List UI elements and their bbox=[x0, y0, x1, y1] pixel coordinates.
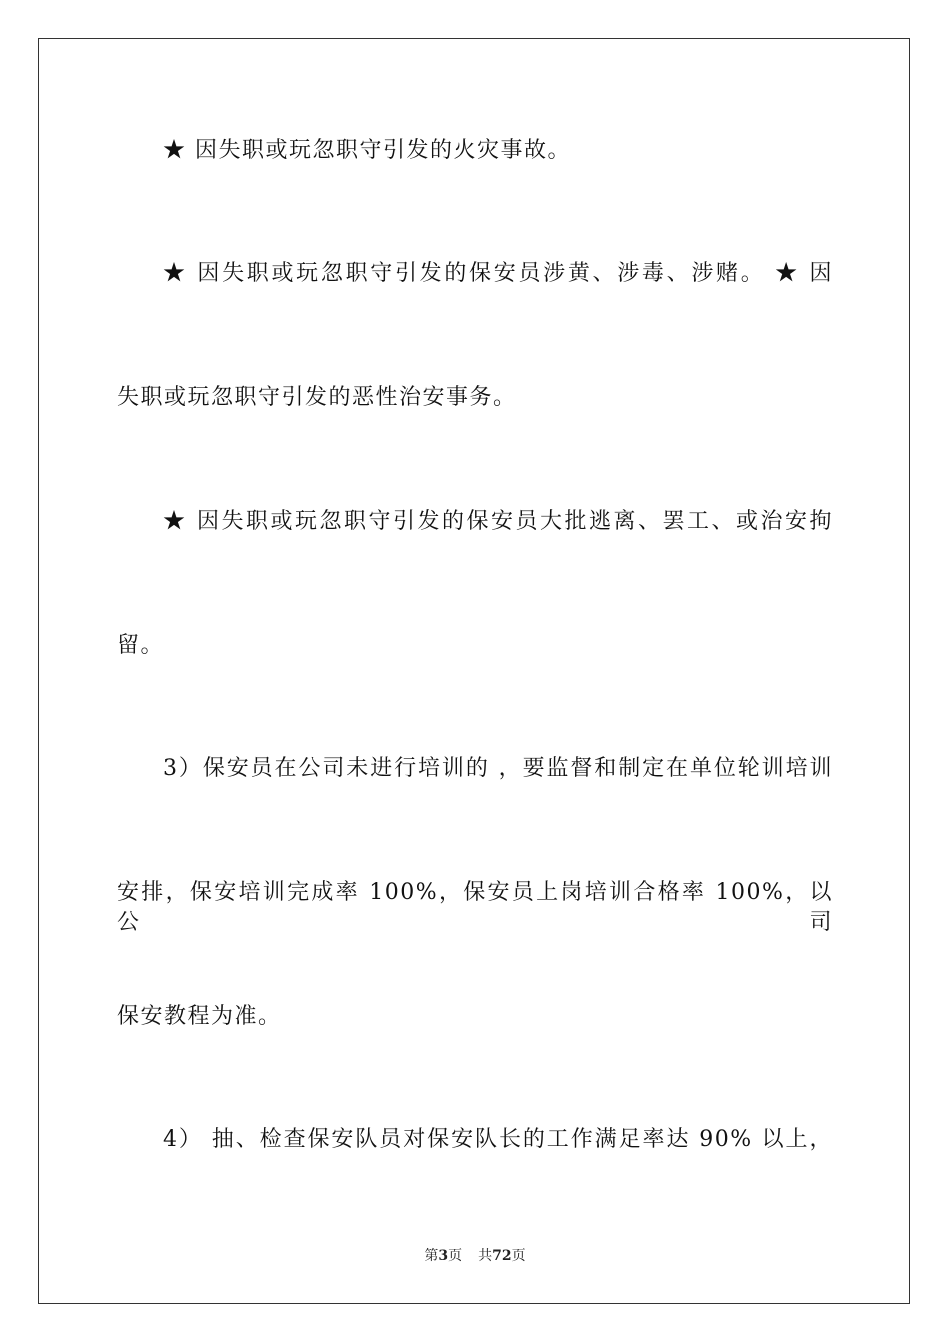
text-line-3: 失职或玩忽职守引发的恶性治安事务。 bbox=[117, 385, 517, 410]
footer-page-total: 72 bbox=[492, 1248, 512, 1264]
text-line-5: 留。 bbox=[117, 633, 165, 658]
page-frame bbox=[38, 38, 910, 1304]
page-footer bbox=[0, 1246, 950, 1266]
footer-total-suffix: 页 bbox=[511, 1248, 526, 1264]
text-line-4: ★ 因失职或玩忽职守引发的保安员大批逃离、罢工、或治安拘 bbox=[163, 509, 833, 534]
text-line-2: ★ 因失职或玩忽职守引发的保安员涉黄、涉毒、涉赌。 ★ 因 bbox=[163, 261, 833, 286]
text-line-6: 3）保安员在公司未进行培训的 ，要监督和制定在单位轮训培训 bbox=[163, 756, 833, 781]
footer-page-mid: 页 bbox=[448, 1248, 463, 1264]
text-line-7: 安排，保安培训完成率 100%，保安员上岗培训合格率 100%，以公司 bbox=[117, 880, 833, 935]
text-line-8: 保安教程为准。 bbox=[117, 1004, 282, 1029]
text-line-1: ★ 因失职或玩忽职守引发的火灾事故。 bbox=[163, 138, 571, 163]
footer-total-prefix: 共 bbox=[478, 1248, 493, 1264]
footer-page-current: 3 bbox=[438, 1248, 449, 1264]
text-line-9: 4） 抽、检查保安队员对保安队长的工作满足率达 90% 以上， bbox=[163, 1127, 833, 1152]
footer-page-prefix: 第 bbox=[424, 1248, 439, 1264]
